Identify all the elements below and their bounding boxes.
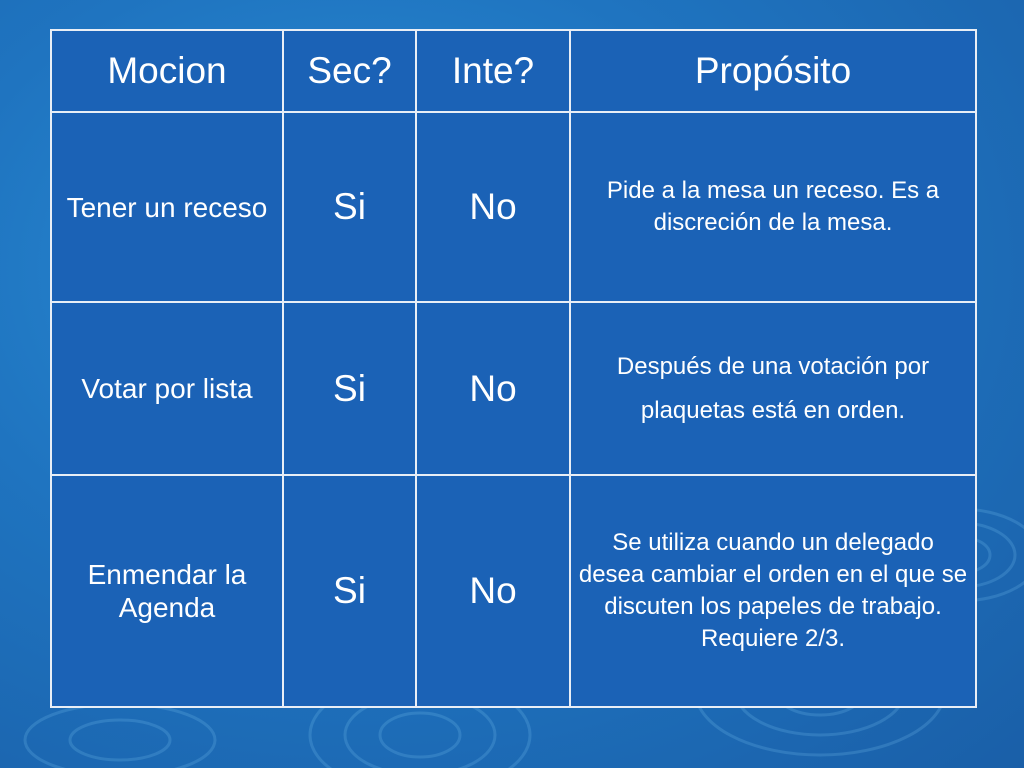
interrupt-cell: No	[416, 475, 570, 707]
header-second: Sec?	[283, 30, 416, 112]
motion-cell: Enmendar la Agenda	[51, 475, 283, 707]
interrupt-cell: No	[416, 112, 570, 302]
header-interrupt: Inte?	[416, 30, 570, 112]
table-row	[51, 302, 976, 475]
table-row	[51, 475, 976, 707]
second-cell: Si	[283, 475, 416, 707]
interrupt-cell: No	[416, 302, 570, 475]
second-cell: Si	[283, 302, 416, 475]
purpose-cell: Pide a la mesa un receso. Es a discreción de la mesa.	[570, 112, 976, 302]
motion-cell: Votar por lista	[51, 302, 283, 475]
header-motion: Mocion	[51, 30, 283, 112]
purpose-cell: Se utiliza cuando un delegado desea cambiar el orden en el que se discuten los papeles de trabajo. Requiere 2/3.	[570, 475, 976, 707]
second-cell: Si	[283, 112, 416, 302]
motions-table	[50, 29, 977, 708]
header-purpose: Propósito	[570, 30, 976, 112]
table-header-row	[51, 30, 976, 112]
table-row	[51, 112, 976, 302]
purpose-cell: Después de una votación por plaquetas está en orden.	[570, 302, 976, 475]
motion-cell: Tener un receso	[51, 112, 283, 302]
